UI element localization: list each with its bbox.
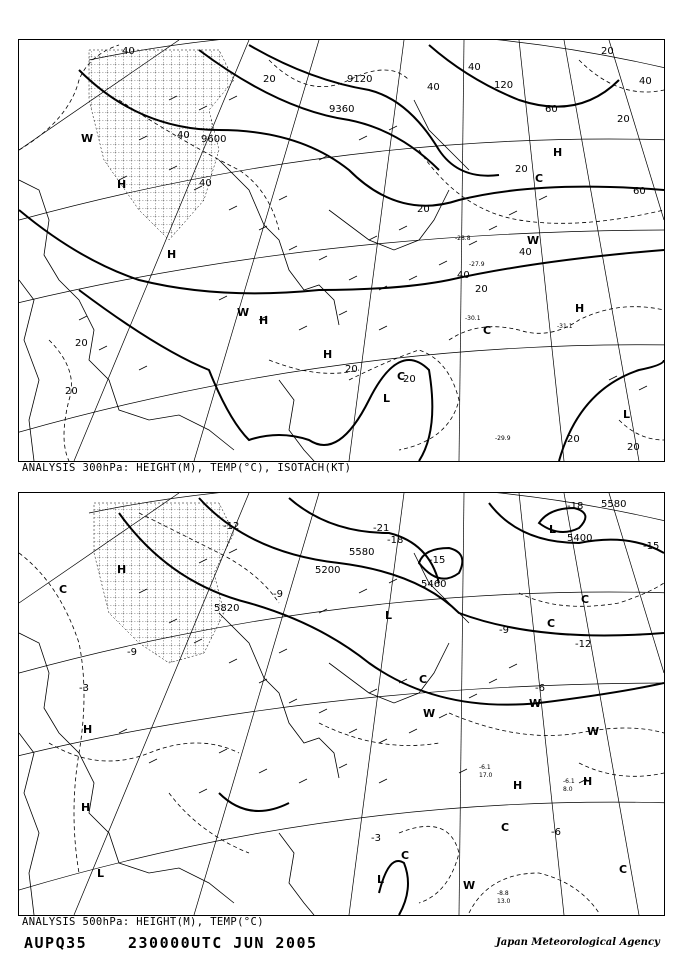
system-marker: L — [97, 867, 105, 880]
isotach-label: 20 — [627, 442, 640, 453]
isotach-label: 40 — [427, 82, 440, 93]
temperature-label: -29.9 — [495, 435, 511, 442]
system-marker: C — [401, 849, 410, 862]
temperature-label: -27.9 — [469, 261, 485, 268]
isotach-label: 40 — [639, 76, 652, 87]
system-marker: H — [81, 801, 91, 814]
system-marker: H — [83, 723, 93, 736]
isotherm-label: -18 — [387, 535, 404, 546]
terrain-hatch — [89, 50, 234, 240]
station-value: 13.0 — [497, 898, 511, 905]
isotherm-label: -12 — [575, 639, 592, 650]
system-marker: L — [623, 408, 631, 421]
isotach-label: 20 — [617, 114, 630, 125]
isotach-label: 40 — [122, 46, 135, 57]
caption-300hpa: ANALYSIS 300hPa: HEIGHT(M), TEMP(°C), ISOTACH(KT) — [22, 462, 352, 474]
system-marker: H — [167, 248, 177, 261]
system-marker: L — [383, 392, 391, 405]
system-marker: L — [377, 873, 385, 886]
isotach-label: 40 — [468, 62, 481, 73]
caption-500hpa: ANALYSIS 500hPa: HEIGHT(M), TEMP(°C) — [22, 916, 264, 928]
system-marker: H — [553, 146, 563, 159]
isotach-label: 20 — [567, 434, 580, 445]
height-label: 5400 — [567, 533, 593, 544]
height-label: 5460 — [421, 579, 447, 590]
isotach-label: 40 — [177, 130, 190, 141]
isotach-label: 60 — [633, 186, 646, 197]
temperature-label: -28.8 — [455, 235, 471, 242]
height-label: 9600 — [201, 134, 227, 145]
product-code: AUPQ35 — [24, 934, 88, 952]
isotach-label: 40 — [199, 178, 212, 189]
isotach-label: 20 — [403, 374, 416, 385]
isotach-label: 60 — [545, 104, 558, 115]
agency-name: Japan Meteorological Agency — [496, 937, 660, 948]
height-label: 5580 — [601, 499, 627, 510]
isotach-label: 20 — [65, 386, 78, 397]
system-marker: H — [513, 779, 523, 792]
isotherm-label: -9 — [273, 589, 283, 600]
system-marker: W — [529, 697, 542, 710]
isotach-label: 40 — [457, 270, 470, 281]
isotach-label: 120 — [494, 80, 514, 91]
isotach-label: 40 — [519, 247, 532, 258]
isotherm-label: -6 — [551, 827, 561, 838]
isotherm-label: -9 — [127, 647, 137, 658]
system-marker: L — [385, 609, 393, 622]
isotherm-label: -15 — [643, 541, 660, 552]
system-marker: H — [575, 302, 585, 315]
isotach-label: 20 — [475, 284, 488, 295]
height-label: 5820 — [214, 603, 240, 614]
valid-time: 230000UTC JUN 2005 — [128, 934, 318, 952]
station-value: 17.0 — [479, 772, 493, 779]
system-marker: W — [527, 234, 540, 247]
system-marker: C — [59, 583, 68, 596]
system-marker: H — [117, 563, 127, 576]
temperature-labels — [455, 235, 573, 442]
isotherm-label: -3 — [79, 683, 89, 694]
system-marker: C — [535, 172, 544, 185]
system-marker: W — [423, 707, 436, 720]
isotach-label: 20 — [417, 204, 430, 215]
station-value: -6.1 — [563, 778, 575, 785]
station-value: 8.0 — [563, 786, 573, 793]
isotherm-label: -6 — [535, 683, 545, 694]
map-500hpa — [19, 493, 664, 915]
map-300hpa — [19, 40, 664, 461]
station-value: -6.1 — [479, 764, 491, 771]
system-marker: W — [587, 725, 600, 738]
system-marker: H — [583, 775, 593, 788]
system-marker: H — [259, 314, 269, 327]
system-marker: C — [581, 593, 590, 606]
isotach-label: 20 — [263, 74, 276, 85]
isotherm-label: -9 — [499, 625, 509, 636]
coastlines — [19, 100, 469, 461]
system-marker: C — [501, 821, 510, 834]
temperature-label: -30.1 — [465, 315, 481, 322]
system-marker: C — [619, 863, 628, 876]
system-marker: W — [81, 132, 94, 145]
isotherm-label: -18 — [567, 501, 584, 512]
chart-500hpa — [18, 492, 665, 916]
height-label: 9360 — [329, 104, 355, 115]
system-marker: H — [323, 348, 333, 361]
system-marker: C — [547, 617, 556, 630]
system-marker: W — [463, 879, 476, 892]
isotherm-label: -3 — [371, 833, 381, 844]
station-value: -8.8 — [497, 890, 509, 897]
system-marker: C — [397, 370, 406, 383]
system-marker: C — [483, 324, 492, 337]
isotherm-label: -15 — [429, 555, 446, 566]
isotach-label: 20 — [601, 46, 614, 57]
system-marker: H — [117, 178, 127, 191]
chart-300hpa — [18, 39, 665, 462]
height-label: 9120 — [347, 74, 373, 85]
temperature-label: -31.1 — [557, 323, 573, 330]
isotach-label: 20 — [345, 364, 358, 375]
height-label: 5580 — [349, 547, 375, 558]
isotach-label: 20 — [75, 338, 88, 349]
system-marker: W — [237, 306, 250, 319]
isotherm-label: -12 — [223, 521, 240, 532]
system-marker: L — [549, 523, 557, 536]
terrain-hatch — [94, 503, 234, 663]
system-marker: C — [419, 673, 428, 686]
isotach-label: 20 — [515, 164, 528, 175]
isotherm-label: -21 — [373, 523, 390, 534]
height-label: 5200 — [315, 565, 341, 576]
